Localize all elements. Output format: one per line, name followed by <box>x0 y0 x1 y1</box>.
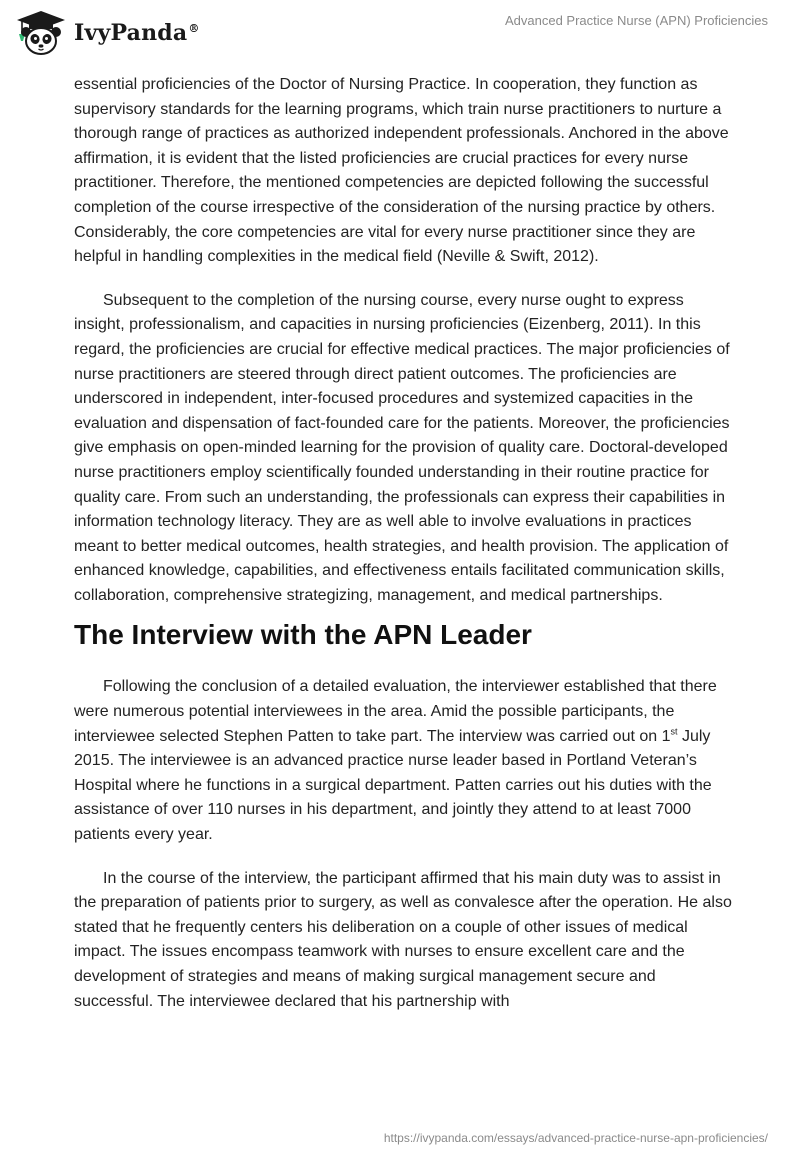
page-header <box>0 0 800 70</box>
paragraph-interview-intro: Following the conclusion of a detailed evaluation, the interviewer established that there were numerous potential interviewees in the area. Amid the possible participants, the interviewee selected Stephen Patten to take part. The interview was carried out on 1st July 2015. The interviewee is an advanced practice nurse leader based in Portland Veteran’s Hospital where he functions in a surgical department. Patten carries out his duties with the assistance of over 110 nurses in his department, and jointly they attend to at least 7000 patients every year. <box>74 678 717 844</box>
paragraph-interview-duties: In the course of the interview, the participant affirmed that his main duty was to assist in the preparation of patients prior to surgery, as well as convalesce after the operation. He also stated that he frequently centers his deliberation on a couple of other issues of medical impact. The issues encompass teamwork with nurses to ensure excellent care and the development of strategies and means of making surgical management secure and successful. The interviewee declared that his partnership with <box>74 869 732 1010</box>
document-title: Advanced Practice Nurse (APN) Proficiencies <box>505 13 768 28</box>
panda-graduation-cap-logo-icon <box>14 8 68 58</box>
logo-wordmark: IvyPanda® <box>74 20 200 46</box>
section-heading: The Interview with the APN Leader <box>74 619 532 651</box>
paragraph-continuation: essential proficiencies of the Doctor of Nursing Practice. In cooperation, they function as supervisory standards for the learning programs, which train nurse practitioners to nurture a thorough range of practices as authorized independent professionals. Anchored in the above affirmation, it is evident that the listed proficiencies are crucial practices for every nurse practitioner. Therefore, the mentioned competencies are depicted following the successful completion of the course irrespective of the consideration of the nursing practice by others. Considerably, the core competencies are vital for every nurse practitioner since they are helpful in handling complexities in the medical field (Neville & Swift, 2012). <box>74 76 729 266</box>
essay-body <box>74 73 734 1014</box>
paragraph-proficiencies: Subsequent to the completion of the nursing course, every nurse ought to express insight, professionalism, and capacities in nursing proficiencies (Eizenberg, 2011). In this regard, the proficiencies are crucial for effective medical practices. The major proficiencies of nurse practitioners are steered through direct patient outcomes. The proficiencies are underscored in independent, inter-focused procedures and systemized capacities in the evaluation and dispensation of fact-founded care for the patients. Moreover, the proficiencies give emphasis on open-minded learning for the provision of quality care. Doctoral-developed nurse practitioners employ scientifically founded understanding in their routine practice for quality care. From such an understanding, the professionals can express their capabilities in information technology literacy. They are as well able to involve evaluations in practices meant to better medical outcomes, health strategies, and health provision. The application of enhanced knowledge, capabilities, and effectiveness entails facilitated communication skills, collaboration, comprehensive strategizing, management, and medical partnerships. <box>74 291 730 604</box>
ivypanda-logo[interactable] <box>14 8 200 58</box>
source-url-link[interactable]: https://ivypanda.com/essays/advanced-practice-nurse-apn-proficiencies/ <box>383 1131 768 1145</box>
